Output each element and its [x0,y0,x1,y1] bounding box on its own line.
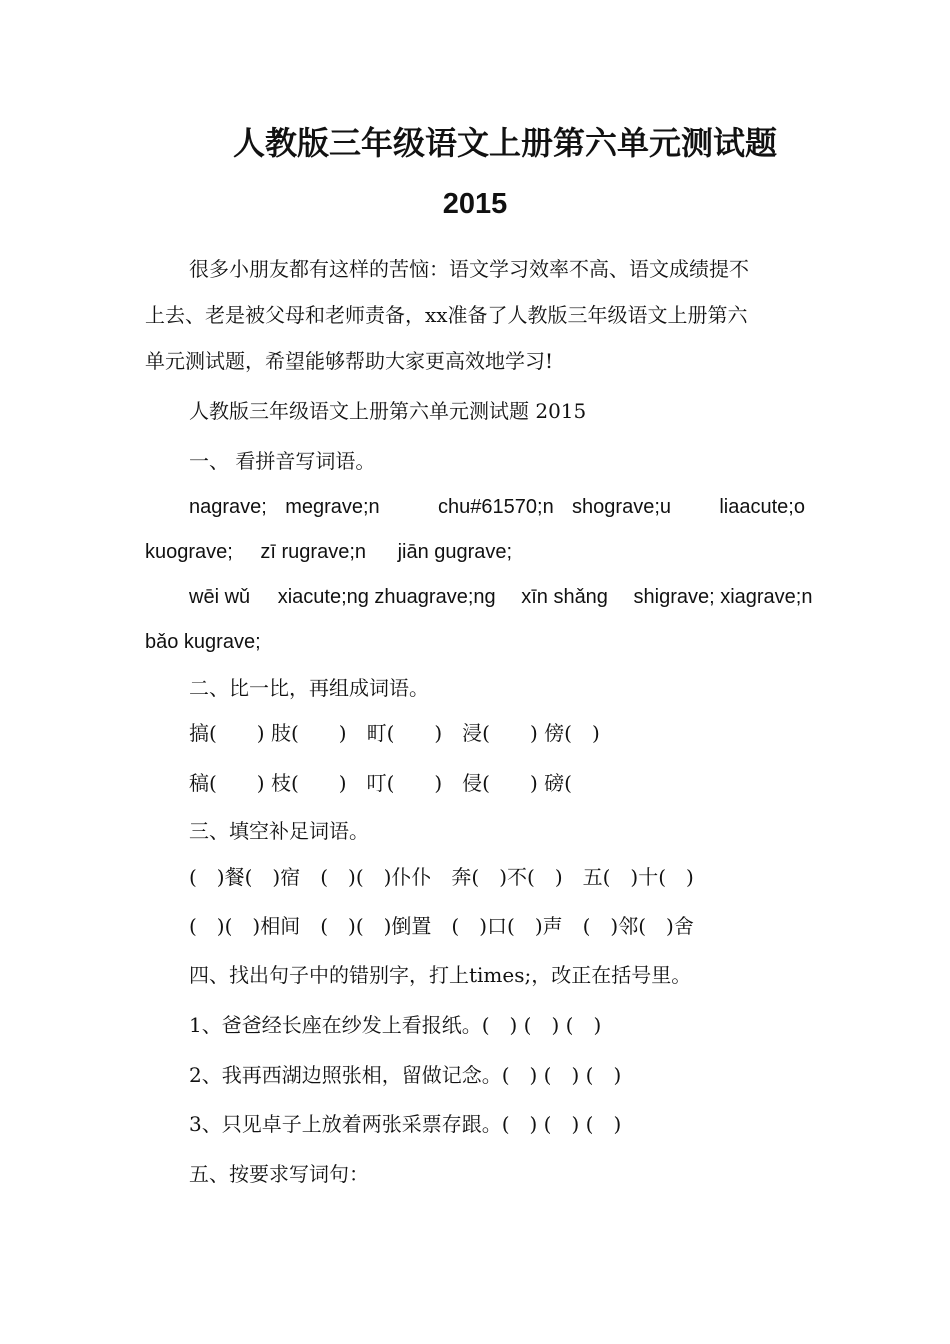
section-1-heading: 一、 看拼音写词语。 [189,449,376,473]
pinyin-word: zī rugrave;n [260,541,367,563]
pinyin-word: jiān gugrave; [397,541,513,563]
document-title: 人教版三年级语文上册第六单元测试题 [232,124,777,162]
pinyin-row-4 [145,629,805,655]
section-5-heading: 五、按要求写词句： [189,1162,369,1186]
pinyin-word: liaacute;o [719,496,805,518]
section-4-item-2: 2、我再西湖边照张相，留做记念。( ) ( ) ( ) [189,1063,622,1087]
pinyin-word: megrave;n [285,496,380,518]
intro-line-1: 很多小朋友都有这样的苦恼：语文学习效率不高、语文成绩提不 [189,257,749,281]
repeat-title: 人教版三年级语文上册第六单元测试题 2015 [189,399,587,423]
pinyin-row-1 [189,494,805,520]
section-2-heading: 二、比一比，再组成词语。 [189,676,429,700]
pinyin-word: kuograve; [145,541,233,563]
section-3-row-2: ( )( )相间 ( )( )倒置 ( )口( )声 ( )邻( )舍 [189,914,694,938]
section-4-heading: 四、找出句子中的错别字，打上times;，改正在括号里。 [189,963,692,987]
intro-line-3: 单元测试题，希望能够帮助大家更高效地学习! [145,349,554,373]
section-3-heading: 三、填空补足词语。 [189,819,369,843]
intro-line-2: 上去、老是被父母和老师责备，xx准备了人教版三年级语文上册第六 [145,303,748,327]
section-4-item-3: 3、只见卓子上放着两张采票存跟。( ) ( ) ( ) [189,1112,622,1136]
pinyin-word: xīn shǎng [521,586,608,608]
pinyin-word: wēi wǔ [189,586,251,608]
pinyin-word: chu#61570;n [438,496,554,518]
section-2-row-2: 稿( ) 枝( ) 叮( ) 侵( ) 磅( [189,771,572,795]
pinyin-word: shigrave; xiagrave;n [633,586,813,608]
section-3-row-1: ( )餐( )宿 ( )( )仆仆 奔( )不( ) 五( )十( ) [189,865,694,889]
pinyin-row-3 [189,584,813,610]
document-subtitle: 2015 [442,188,508,220]
pinyin-word: nagrave; [189,496,267,518]
section-4-item-1: 1、爸爸经长座在纱发上看报纸。( ) ( ) ( ) [189,1013,602,1037]
pinyin-word: xiacute;ng zhuagrave;ng [277,586,496,608]
pinyin-word: shograve;u [572,496,672,518]
pinyin-row-2 [145,539,805,565]
pinyin-word: bǎo kugrave; [145,631,261,653]
section-2-row-1: 搞( ) 肢( ) 町( ) 浸( ) 傍( ) [189,721,600,745]
